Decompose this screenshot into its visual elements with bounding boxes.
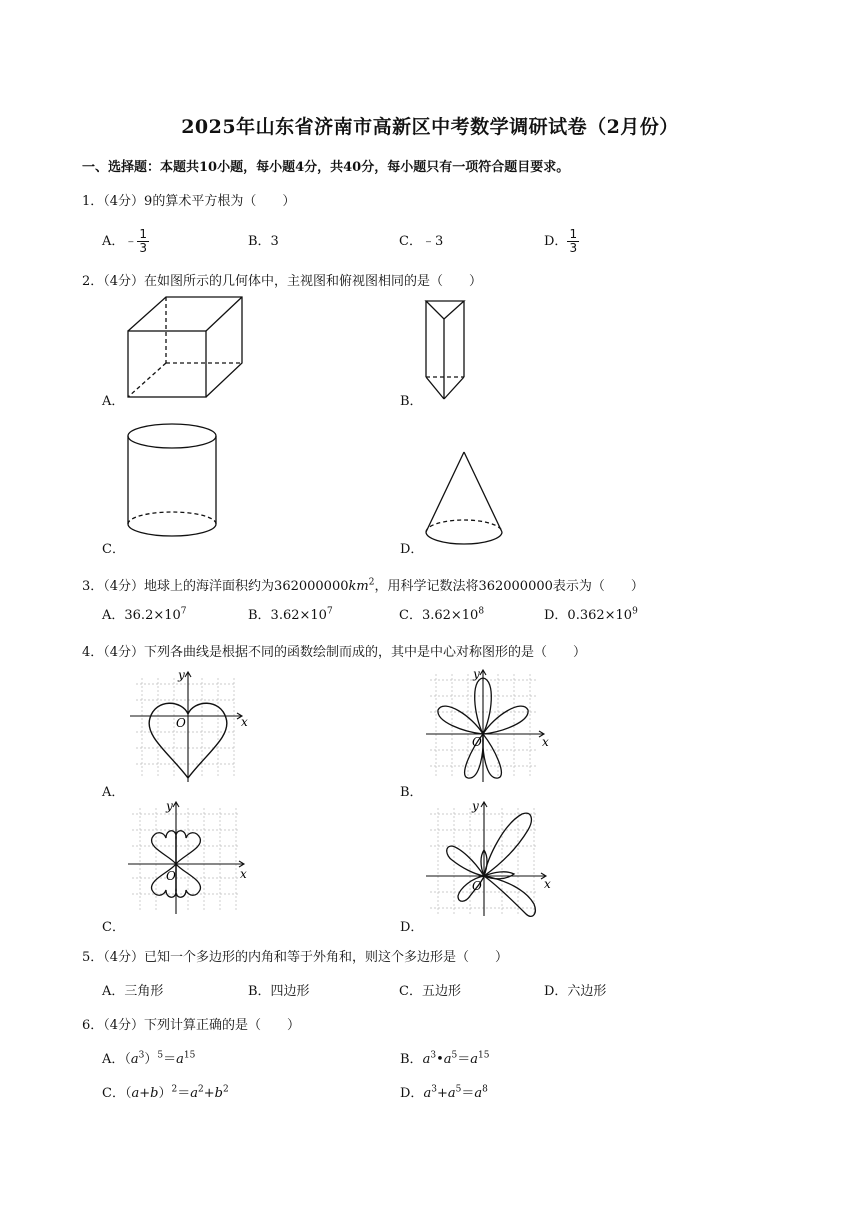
q6-b-dot: • [436, 1052, 444, 1067]
q6-a-base: a [130, 1052, 139, 1067]
q6-c-inner-a: a [131, 1086, 140, 1101]
q1-option-c: C．﹣3 [399, 234, 444, 249]
q3-a-text: A．36.2×10 [102, 608, 181, 623]
q6-c-r1e: 2 [197, 1084, 204, 1095]
q6-d-v1: a [423, 1086, 432, 1101]
q2-option-a: A． [102, 394, 125, 409]
q1-d-fraction [567, 228, 579, 255]
section-heading: 一、选择题：本题共10小题，每小题4分，共40分，每小题只有一项符合题目要求。 [82, 160, 570, 175]
graph-b-origin: O [472, 735, 482, 749]
graph-a-x-label: x [241, 715, 248, 729]
q6-c-plus: + [139, 1086, 151, 1101]
q1-a-fraction [137, 228, 149, 255]
q1-option-d [544, 228, 579, 255]
graph-a-origin: O [176, 716, 186, 730]
q1-d-num: 1 [569, 227, 578, 241]
q6-b-v1: a [422, 1052, 431, 1067]
q3-d-exp: 9 [632, 606, 638, 617]
q6-d-e2: 5 [455, 1084, 462, 1095]
diagonal-petal-curve-graph [424, 798, 554, 918]
q3-unit: km [348, 579, 369, 594]
q3-c-exp: 8 [478, 606, 485, 617]
q5-option-d: D．六边形 [544, 984, 607, 999]
q6-option-c [102, 1082, 229, 1101]
q5-option-b: B．四边形 [248, 984, 310, 999]
graph-c-y-label: y [166, 799, 173, 813]
graph-d-y-label: y [472, 799, 479, 813]
q6-c-r2e: 2 [222, 1084, 229, 1095]
q6-option-d [400, 1082, 488, 1101]
graph-c-origin: O [166, 869, 176, 883]
q3-a-exp: 7 [180, 606, 187, 617]
q2-option-d: D． [400, 542, 424, 557]
q1-a-num: 1 [139, 227, 148, 241]
q6-a-res-exp: 15 [183, 1050, 196, 1061]
q6-d-e1: 3 [431, 1084, 437, 1095]
q4-option-b: B． [400, 785, 423, 800]
q6-option-a [102, 1048, 195, 1067]
q3-stem-post: ，用科学记数法将362000000表示为（ ） [374, 579, 644, 594]
q1-a-label: A． [102, 234, 125, 249]
q6-option-b [400, 1048, 489, 1067]
heart-curve-graph [126, 666, 251, 784]
q3-c-text: C．3.62×10 [399, 608, 479, 623]
graph-d-x-label: x [544, 877, 551, 891]
question-6-stem: 6．（4分）下列计算正确的是（ ） [82, 1018, 301, 1033]
q2-option-b: B． [400, 394, 423, 409]
q6-c-r2: b [214, 1086, 223, 1101]
q6-c-plus2: + [203, 1086, 215, 1101]
q6-d-res: a [474, 1086, 483, 1101]
q6-c-exp: 2 [171, 1084, 178, 1095]
q6-c-inner-b: b [150, 1086, 159, 1101]
q5-option-a: A．三角形 [102, 984, 164, 999]
graph-a-y-label: y [178, 668, 185, 682]
q1-a-den: 3 [139, 241, 148, 255]
triangular-prism-figure [420, 295, 490, 405]
q6-b-v2: a [443, 1052, 452, 1067]
graph-d-origin: O [472, 879, 482, 893]
q1-a-sign: ﹣ [124, 234, 138, 249]
q4-option-c: C． [102, 920, 125, 935]
q3-d-text: D．0.362×10 [544, 608, 633, 623]
question-4-stem: 4．（4分）下列各曲线是根据不同的函数绘制而成的，其中是中心对称图形的是（ ） [82, 645, 587, 660]
q3-stem-pre: 3．（4分）地球上的海洋面积约为362000000 [82, 579, 349, 594]
q6-c-r1: a [190, 1086, 198, 1101]
four-heart-curve-graph [126, 798, 251, 918]
q6-d-label: D． [400, 1086, 424, 1101]
q6-b-e1: 3 [430, 1050, 437, 1061]
q6-a-res: a [176, 1052, 184, 1067]
q6-b-e2: 5 [451, 1050, 458, 1061]
q4-option-a: A． [102, 785, 125, 800]
q1-d-den: 3 [569, 241, 578, 255]
question-3-stem [82, 575, 644, 594]
cube-figure [122, 293, 250, 405]
q3-option-b [248, 604, 333, 623]
q6-b-label: B． [400, 1052, 423, 1067]
q3-unit-exp: 2 [368, 577, 375, 588]
q1-option-b: B．3 [248, 234, 279, 249]
cone-figure [420, 448, 508, 550]
q3-b-text: B．3.62×10 [248, 608, 327, 623]
q6-d-res-exp: 8 [482, 1084, 488, 1095]
five-petal-curve-graph [424, 666, 554, 784]
q6-d-plus: + [436, 1086, 448, 1101]
q3-option-d [544, 604, 638, 623]
q6-c-close: ） [158, 1086, 172, 1101]
q6-b-eq: ＝ [457, 1052, 471, 1067]
q6-a-exp2: 5 [157, 1050, 164, 1061]
q6-a-close: ） [144, 1052, 158, 1067]
q5-option-c: C．五边形 [399, 984, 461, 999]
graph-b-y-label: y [473, 667, 480, 681]
q6-d-v2: a [447, 1086, 456, 1101]
graph-c-x-label: x [240, 867, 247, 881]
q2-option-c: C． [102, 542, 125, 557]
cylinder-figure [122, 420, 222, 545]
q6-a-eq: ＝ [163, 1052, 177, 1067]
q6-a-label: A．（ [102, 1052, 131, 1067]
q3-option-c [399, 604, 484, 623]
q6-b-res-exp: 15 [478, 1050, 490, 1061]
question-5-stem: 5．（4分）已知一个多边形的内角和等于外角和，则这个多边形是（ ） [82, 950, 509, 965]
q6-c-label: C．（ [102, 1086, 132, 1101]
graph-b-x-label: x [542, 735, 549, 749]
page-title: 2025年山东省济南市高新区中考数学调研试卷（2月份） [181, 116, 679, 138]
q6-a-exp1: 3 [138, 1050, 145, 1061]
q6-d-eq: ＝ [461, 1086, 475, 1101]
q4-option-d: D． [400, 920, 424, 935]
q6-b-res: a [470, 1052, 479, 1067]
question-2-stem: 2．（4分）在如图所示的几何体中，主视图和俯视图相同的是（ ） [82, 274, 483, 289]
q1-d-label: D． [544, 234, 568, 249]
q1-option-a [102, 228, 149, 255]
q3-b-exp: 7 [326, 606, 333, 617]
question-1-stem: 1．（4分）9的算术平方根为（ ） [82, 194, 296, 209]
q6-c-eq: ＝ [177, 1086, 191, 1101]
q3-option-a [102, 604, 187, 623]
